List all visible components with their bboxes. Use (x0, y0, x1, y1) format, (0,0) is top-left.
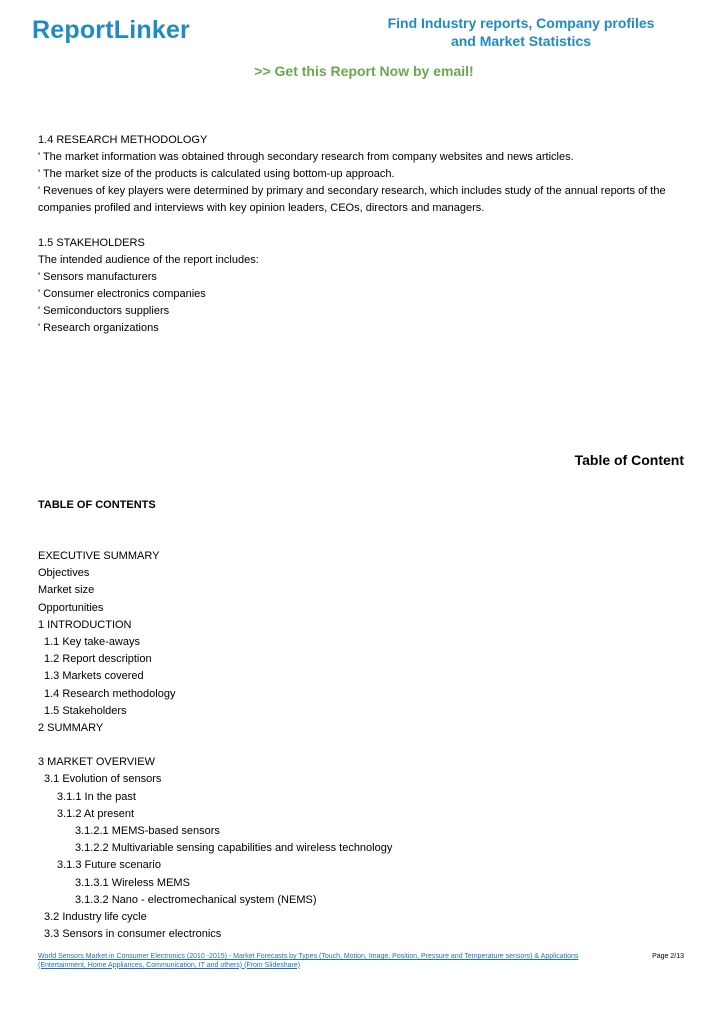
methodology-heading: 1.4 RESEARCH METHODOLOGY (38, 134, 208, 146)
toc-item: 1.2 Report description (44, 653, 152, 666)
toc-item: 1.1 Key take-aways (44, 635, 140, 648)
toc-item: 1 INTRODUCTION (38, 618, 132, 631)
stakeholders-heading: 1.5 STAKEHOLDERS (38, 236, 145, 249)
reportlinker-logo[interactable]: ReportLinker (32, 16, 190, 44)
toc-item: Opportunities (38, 601, 104, 614)
footer-report-link[interactable]: World Sensors Market in Consumer Electronics (2010 -2015) - Market Forecasts by Types (Touch, Motion, Image, Position, Pressure and Temperature sensors) & Applications (Entertainment, Home Appliances, Communication, IT and others) (From Slideshare) (38, 953, 579, 969)
toc-item: 1.5 Stakeholders (44, 704, 127, 717)
tagline-line-1: Find Industry reports, Company profiles (387, 15, 655, 31)
stakeholder-item: ' Semiconductors suppliers (38, 304, 170, 317)
tagline-line-2: and Market Statistics (450, 32, 592, 49)
toc-label: TABLE OF CONTENTS (38, 499, 156, 511)
toc-item: 3.1.2 At present (57, 807, 135, 820)
toc-item: 3.1.1 In the past (57, 790, 136, 803)
stakeholder-item: ' Sensors manufacturers (38, 270, 157, 283)
toc-item: 3.1.2.2 Multivariable sensing capabilities and wireless technology (75, 842, 393, 855)
toc-item: 3 MARKET OVERVIEW (38, 756, 155, 769)
toc-heading: Table of Content (574, 452, 684, 468)
stakeholder-item: ' Consumer electronics companies (38, 287, 206, 300)
get-report-link[interactable]: >> Get this Report Now by email! (254, 63, 474, 79)
methodology-item: ' The market information was obtained through secondary research from company websites and news articles. (38, 151, 574, 164)
toc-list (38, 548, 678, 943)
toc-item: 3.3 Sensors in consumer electronics (44, 928, 222, 941)
toc-item: 1.3 Markets covered (44, 670, 144, 683)
toc-spacer (38, 737, 678, 754)
toc-item: 3.2 Industry life cycle (44, 910, 147, 923)
toc-item: 3.1.3 Future scenario (57, 859, 161, 872)
header-tagline (372, 15, 670, 50)
toc-item: 3.1.3.2 Nano - electromechanical system (NEMS) (75, 893, 317, 906)
toc-item: 2 SUMMARY (38, 721, 104, 734)
toc-item: Objectives (38, 567, 90, 580)
toc-item: EXECUTIVE SUMMARY (38, 550, 160, 562)
toc-item: 3.1.3.1 Wireless MEMS (75, 876, 190, 889)
toc-item: 1.4 Research methodology (44, 687, 176, 700)
toc-item: Market size (38, 584, 95, 597)
toc-item: 3.1.2.1 MEMS-based sensors (75, 825, 220, 837)
methodology-item: ' The market size of the products is calculated using bottom-up approach. (38, 168, 395, 181)
stakeholder-item: ' Research organizations (38, 322, 159, 335)
methodology-item: ' Revenues of key players were determined by primary and secondary research, which includes study of the annual reports of the companies profiled and interviews with key opinion leaders, CEOs, directors and managers. (38, 185, 666, 215)
stakeholders-intro: The intended audience of the report includes: (38, 253, 259, 266)
toc-item: 3.1 Evolution of sensors (44, 773, 162, 786)
report-body (38, 132, 688, 337)
page-number: Page 2/13 (652, 953, 684, 960)
